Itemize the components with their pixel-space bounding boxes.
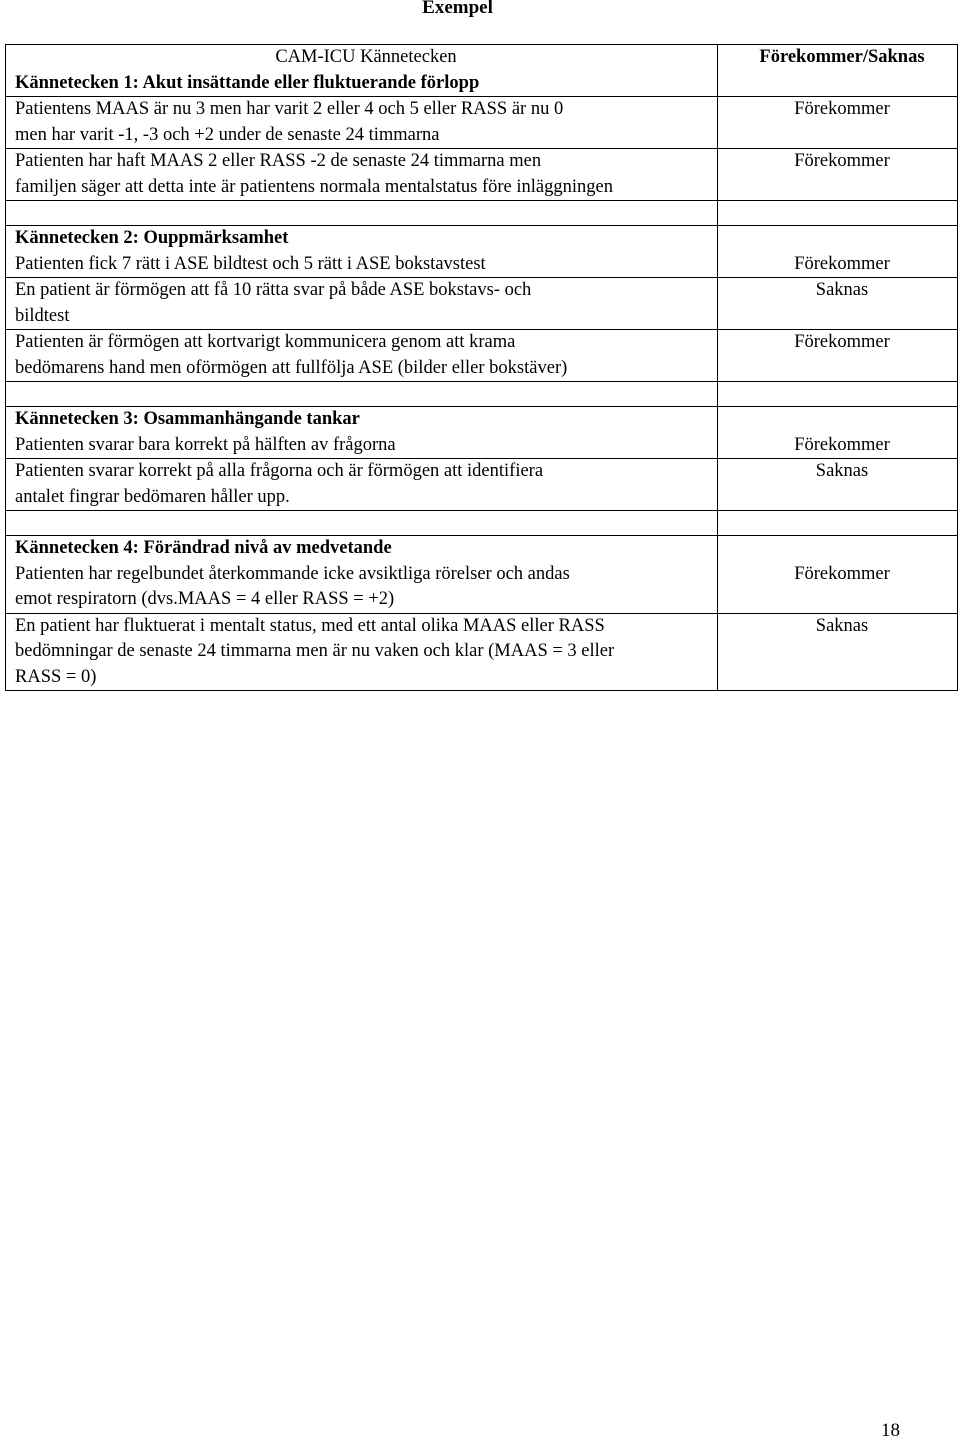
- feature-title: Kännetecken 3: Osammanhängande tankar: [15, 409, 360, 429]
- criterion-text: Patienten har haft MAAS 2 eller RASS -2 de senaste 24 timmarna men: [15, 151, 542, 171]
- status-value: Saknas: [815, 615, 869, 636]
- status-value: Förekommer: [794, 434, 890, 455]
- status-cell: [718, 407, 958, 459]
- criterion-cell: [6, 407, 718, 459]
- criterion-text: Patienten är förmögen att kortvarigt kommunicera genom att krama: [15, 332, 516, 352]
- spacer-row: [6, 382, 958, 407]
- spacer-row: [6, 511, 958, 536]
- feature-title: Kännetecken 1: Akut insättande eller fluktuerande förlopp: [15, 72, 480, 93]
- status-value: Saknas: [815, 461, 869, 481]
- spacer-cell: [6, 201, 718, 226]
- criterion-text: Patienten fick 7 rätt i ASE bildtest och 5 rätt i ASE bokstavstest: [15, 253, 486, 274]
- status-cell: [718, 226, 958, 278]
- table-row: [6, 407, 958, 459]
- criterion-text: emot respiratorn (dvs.MAAS = 4 eller RASS = +2): [15, 589, 395, 609]
- status-header-cell: [718, 45, 958, 97]
- spacer-cell: [6, 511, 718, 536]
- table-row: [6, 278, 958, 330]
- page-number: 18: [881, 1420, 900, 1441]
- status-cell: [718, 536, 958, 614]
- table-title: CAM-ICU Kännetecken: [275, 47, 457, 67]
- criterion-text: bedömarens hand men oförmögen att fullfölja ASE (bilder eller bokstäver): [15, 357, 568, 378]
- status-value: Förekommer: [794, 151, 890, 171]
- criterion-text: En patient har fluktuerat i mentalt status, med ett antal olika MAAS eller RASS: [15, 615, 605, 636]
- status-cell: [718, 97, 958, 149]
- criterion-cell: [6, 330, 718, 382]
- table-row: [6, 613, 958, 691]
- table-header-row: [6, 45, 958, 97]
- table-row: [6, 149, 958, 201]
- status-cell: [718, 330, 958, 382]
- feature-title: Kännetecken 2: Ouppmärksamhet: [15, 228, 289, 248]
- criterion-text: Patienten svarar bara korrekt på hälften av frågorna: [15, 434, 396, 455]
- table-row: [6, 97, 958, 149]
- criterion-text: RASS = 0): [15, 666, 97, 687]
- criterion-text: Patienten svarar korrekt på alla frågorna och är förmögen att identifiera: [15, 461, 544, 481]
- criterion-cell: [6, 459, 718, 511]
- spacer-cell: [718, 382, 958, 407]
- status-cell: [718, 278, 958, 330]
- criterion-text: antalet fingrar bedömaren håller upp.: [15, 486, 290, 507]
- spacer-cell: [718, 201, 958, 226]
- status-cell: [718, 149, 958, 201]
- status-value: Förekommer: [794, 332, 890, 352]
- criterion-text: Patientens MAAS är nu 3 men har varit 2 eller 4 och 5 eller RASS är nu 0: [15, 99, 564, 119]
- status-value: Saknas: [815, 280, 869, 300]
- spacer-cell: [718, 511, 958, 536]
- criterion-text: bildtest: [15, 305, 70, 326]
- cam-icu-table: [5, 44, 958, 691]
- status-value: Förekommer: [794, 563, 890, 584]
- criterion-cell: [6, 613, 718, 691]
- criterion-text: familjen säger att detta inte är patientens normala mentalstatus före inläggningen: [15, 176, 613, 197]
- table-row: [6, 536, 958, 614]
- criterion-cell: [6, 97, 718, 149]
- criterion-cell: [6, 149, 718, 201]
- status-column-header: Förekommer/Saknas: [759, 47, 925, 67]
- criterion-text: bedömningar de senaste 24 timmarna men är nu vaken och klar (MAAS = 3 eller: [15, 641, 615, 661]
- status-cell: [718, 613, 958, 691]
- status-value: Förekommer: [794, 99, 890, 119]
- criterion-text: Patienten har regelbundet återkommande icke avsiktliga rörelser och andas: [15, 563, 570, 584]
- table-row: [6, 459, 958, 511]
- header-cell: [6, 45, 718, 97]
- spacer-row: [6, 201, 958, 226]
- page-heading: Exempel: [422, 0, 493, 18]
- criterion-text: men har varit -1, -3 och +2 under de senaste 24 timmarna: [15, 124, 440, 145]
- feature-title: Kännetecken 4: Förändrad nivå av medvetande: [15, 538, 392, 558]
- table-row: [6, 330, 958, 382]
- table-row: [6, 226, 958, 278]
- criterion-cell: [6, 536, 718, 614]
- status-value: Förekommer: [794, 253, 890, 274]
- criterion-cell: [6, 226, 718, 278]
- spacer-cell: [6, 382, 718, 407]
- criterion-text: En patient är förmögen att få 10 rätta svar på både ASE bokstavs- och: [15, 280, 532, 300]
- status-cell: [718, 459, 958, 511]
- criterion-cell: [6, 278, 718, 330]
